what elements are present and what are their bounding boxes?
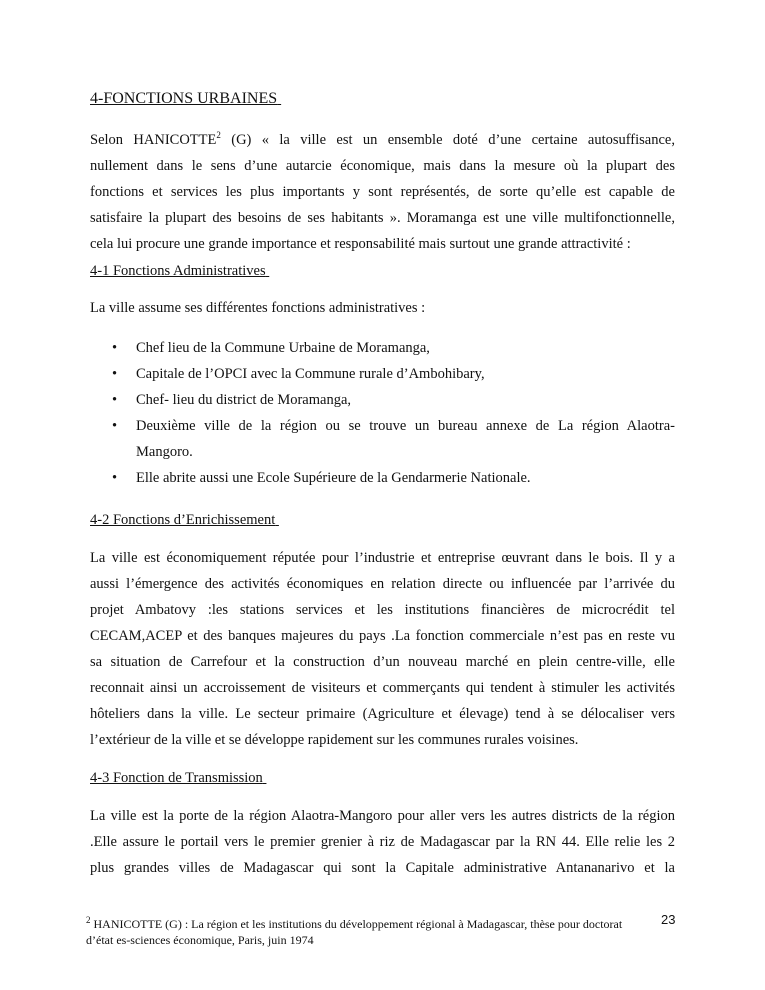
paragraph-line: aussi l’émergence des activités économiques en relation directe ou influencée par l’arrivée du [90, 576, 675, 592]
intro-line: fonctions et services les plus importants y sont représentés, de sorte qu’elle est capable de [90, 184, 675, 200]
transmission-paragraph [90, 803, 675, 881]
paragraph-line: plus grandes villes de Madagascar qui sont la Capitale administrative Antananarivo et la [90, 860, 675, 876]
subsection-title-transmission: 4-3 Fonction de Transmission [90, 770, 263, 786]
footnote-line: d’état es-sciences économique, Paris, juin 1974 [86, 933, 314, 947]
paragraph-line: hôteliers dans la ville. Le secteur primaire (Agriculture et élevage) tend à se délocaliser vers [90, 706, 675, 722]
list-item: • Chef lieu de la Commune Urbaine de Moramanga, [90, 335, 675, 361]
list-item: • Chef- lieu du district de Moramanga, [90, 387, 675, 413]
administratives-lead: La ville assume ses différentes fonctions administratives : [90, 300, 426, 316]
subsection-title-administratives: 4-1 Fonctions Administratives [90, 263, 266, 279]
enrichissement-paragraph [90, 545, 675, 753]
paragraph-line: projet Ambatovy :les stations services et les institutions financières de microcrédit tel [90, 602, 675, 618]
paragraph-line: La ville est la porte de la région Alaotra-Mangoro pour aller vers les autres districts de la région [90, 808, 675, 824]
administratives-list [90, 335, 675, 491]
list-item: • Capitale de l’OPCI avec la Commune rurale d’Ambohibary, [90, 361, 675, 387]
footnote-reference[interactable]: 2 [216, 130, 221, 141]
list-item: • Elle abrite aussi une Ecole Supérieure de la Gendarmerie Nationale. [90, 465, 675, 491]
footnote [86, 916, 646, 948]
footnote-line: $^2$ HANICOTTE (G) : La région et les institutions du développement régional à Madagascar, thèse pour doctorat [86, 915, 623, 931]
intro-paragraph [90, 127, 675, 257]
paragraph-line: .Elle assure le portail vers le premier grenier à riz de Madagascar par la RN 44. Elle relie les 2 [90, 834, 675, 850]
subsection-title-enrichissement: 4-2 Fonctions d’Enrichissement [90, 512, 276, 528]
footnote-marker: 2 [86, 915, 91, 925]
page-number: 23 [661, 912, 676, 927]
bullet-icon: • [112, 418, 118, 434]
paragraph-line: reconnait ainsi un accroissement de visiteurs et commerçants qui tendent à stimuler les activités [90, 680, 675, 696]
paragraph-line: sa situation de Carrefour et la construction d’un nouveau marché en plein centre-ville, elle [90, 654, 675, 670]
bullet-icon: • [112, 366, 118, 382]
intro-line: Selon HANICOTTE$^2$ (G) « la ville est un ensemble doté d’une certaine autosuffisance, [90, 130, 675, 148]
paragraph-line: CECAM,ACEP et des banques majeures du pays .La fonction commerciale n’est pas en reste vu [90, 628, 675, 644]
intro-line: nullement dans le sens d’une autarcie économique, mais dans la mesure où la plupart des [90, 158, 675, 174]
intro-line: satisfaire la plupart des besoins de ses habitants ». Moramanga est une ville multifonctionnelle, [90, 210, 675, 226]
section-title: 4-FONCTIONS URBAINES [90, 90, 278, 107]
bullet-icon: • [112, 340, 118, 356]
intro-line: cela lui procure une grande importance et responsabilité mais surtout une grande attractivité : [90, 236, 631, 252]
list-item: • Deuxième ville de la région ou se trouve un bureau annexe de La région Alaotra- [90, 413, 675, 439]
author-name: Selon HANICOTTE [90, 132, 217, 148]
paragraph-line: La ville est économiquement réputée pour l’industrie et entreprise œuvrant dans le bois. Il y a [90, 550, 675, 566]
bullet-icon: • [112, 392, 118, 408]
list-item-continuation: Mangoro. [136, 444, 193, 460]
paragraph-line: l’extérieur de la ville et se développe rapidement sur les communes rurales voisines. [90, 732, 579, 748]
bullet-icon: • [112, 470, 118, 486]
